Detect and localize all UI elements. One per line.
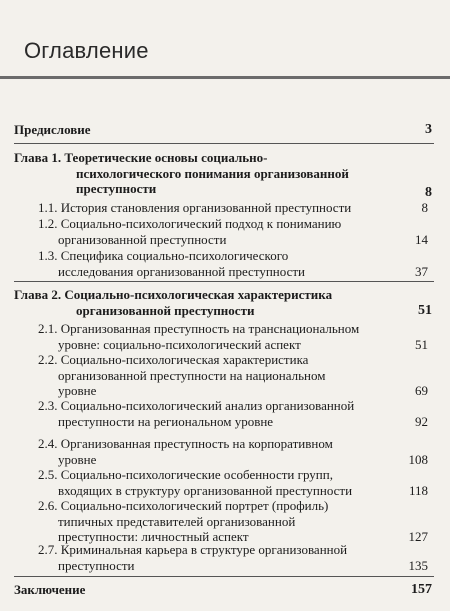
toc-section-2-1-line: 2.1. Организованная преступность на транснациональном [38, 321, 360, 336]
toc-section-2-5-line: входящих в структуру организованной преступности [58, 482, 353, 498]
toc-section-1-1-page-number: 8 [421, 200, 428, 215]
section-divider [14, 281, 434, 282]
toc-section-1-1-line: 1.1. История становления организованной преступности [38, 200, 352, 215]
toc-chapter-1-line: Глава 1. Теоретические основы социально- [14, 150, 268, 165]
toc-section-2-4-line: уровне [58, 451, 97, 467]
toc-conclusion-line: Заключение [14, 582, 86, 597]
toc-section-2-1 [38, 321, 428, 352]
toc-section-2-1-page-number: 51 [415, 336, 428, 352]
section-divider [14, 576, 434, 577]
toc-section-2-5 [38, 467, 428, 498]
toc-section-1-1 [38, 200, 428, 216]
toc-conclusion [14, 582, 432, 598]
toc-section-2-2-line: 2.2. Социально-психологическая характеристика [38, 352, 309, 367]
toc-section-2-2 [38, 352, 428, 399]
toc-section-1-2-line: организованной преступности [58, 231, 227, 247]
toc-section-2-4-line: 2.4. Организованная преступность на корпоративном [38, 436, 333, 451]
toc-section-2-5-line: 2.5. Социально-психологические особенности групп, [38, 467, 333, 482]
toc-section-2-5-page-number: 118 [408, 482, 428, 498]
toc-section-2-6-line: типичных представителей организованной [58, 513, 296, 529]
toc-section-2-4-page-number: 108 [408, 451, 428, 467]
toc-section-2-7-line: 2.7. Криминальная карьера в структуре организованной [38, 542, 348, 557]
toc-section-1-2 [38, 216, 428, 247]
toc-chapter-1 [14, 150, 432, 200]
toc-chapter-2-page-number: 51 [418, 302, 432, 318]
toc-section-2-2-line: организованной преступности на национальном [58, 367, 326, 383]
toc-preface-page-number: 3 [425, 122, 432, 137]
toc-section-2-6 [38, 498, 428, 545]
title-rule [0, 76, 450, 79]
toc-section-2-6-line: преступности: личностный аспект [58, 529, 249, 544]
toc-chapter-2 [14, 287, 432, 318]
toc-section-2-1-line: уровне: социально-психологический аспект [58, 336, 301, 352]
toc-section-2-2-line: уровне [58, 383, 97, 398]
toc-chapter-1-line: преступности [76, 181, 157, 196]
toc-section-2-6-page-number: 127 [408, 529, 428, 544]
section-divider [14, 143, 434, 144]
toc-section-2-3-line: 2.3. Социально-психологический анализ организованной [38, 398, 355, 413]
toc-section-2-7-line: преступности [58, 557, 135, 573]
toc-section-2-7 [38, 542, 428, 573]
page-title: Оглавление [24, 38, 149, 63]
toc-section-1-3 [38, 248, 428, 279]
toc-section-1-3-page-number: 37 [415, 263, 428, 279]
toc-section-2-2-page-number: 69 [415, 383, 428, 398]
toc-chapter-1-page-number: 8 [425, 185, 432, 200]
toc-section-2-3-page-number: 92 [415, 413, 428, 429]
toc-chapter-2-line: Глава 2. Социально-психологическая характеристика [14, 287, 333, 302]
toc-section-2-3 [38, 398, 428, 429]
toc-preface [14, 122, 432, 138]
toc-section-1-3-line: 1.3. Специфика социально-психологического [38, 248, 289, 263]
toc-conclusion-page-number: 157 [411, 582, 432, 597]
toc-section-2-3-line: преступности на региональном уровне [58, 413, 274, 429]
toc-section-1-2-page-number: 14 [415, 231, 428, 247]
toc-section-1-2-line: 1.2. Социально-психологический подход к пониманию [38, 216, 342, 231]
title-band [0, 0, 450, 80]
toc-section-2-4 [38, 436, 428, 467]
toc-section-1-3-line: исследования организованной преступности [58, 263, 305, 279]
toc-section-2-7-page-number: 135 [408, 557, 428, 573]
toc-section-2-6-line: 2.6. Социально-психологический портрет (профиль) [38, 498, 329, 513]
toc-preface-line: Предисловие [14, 122, 91, 137]
toc-chapter-2-line: организованной преступности [76, 302, 255, 318]
toc-chapter-1-line: психологического понимания организованной [76, 165, 349, 181]
